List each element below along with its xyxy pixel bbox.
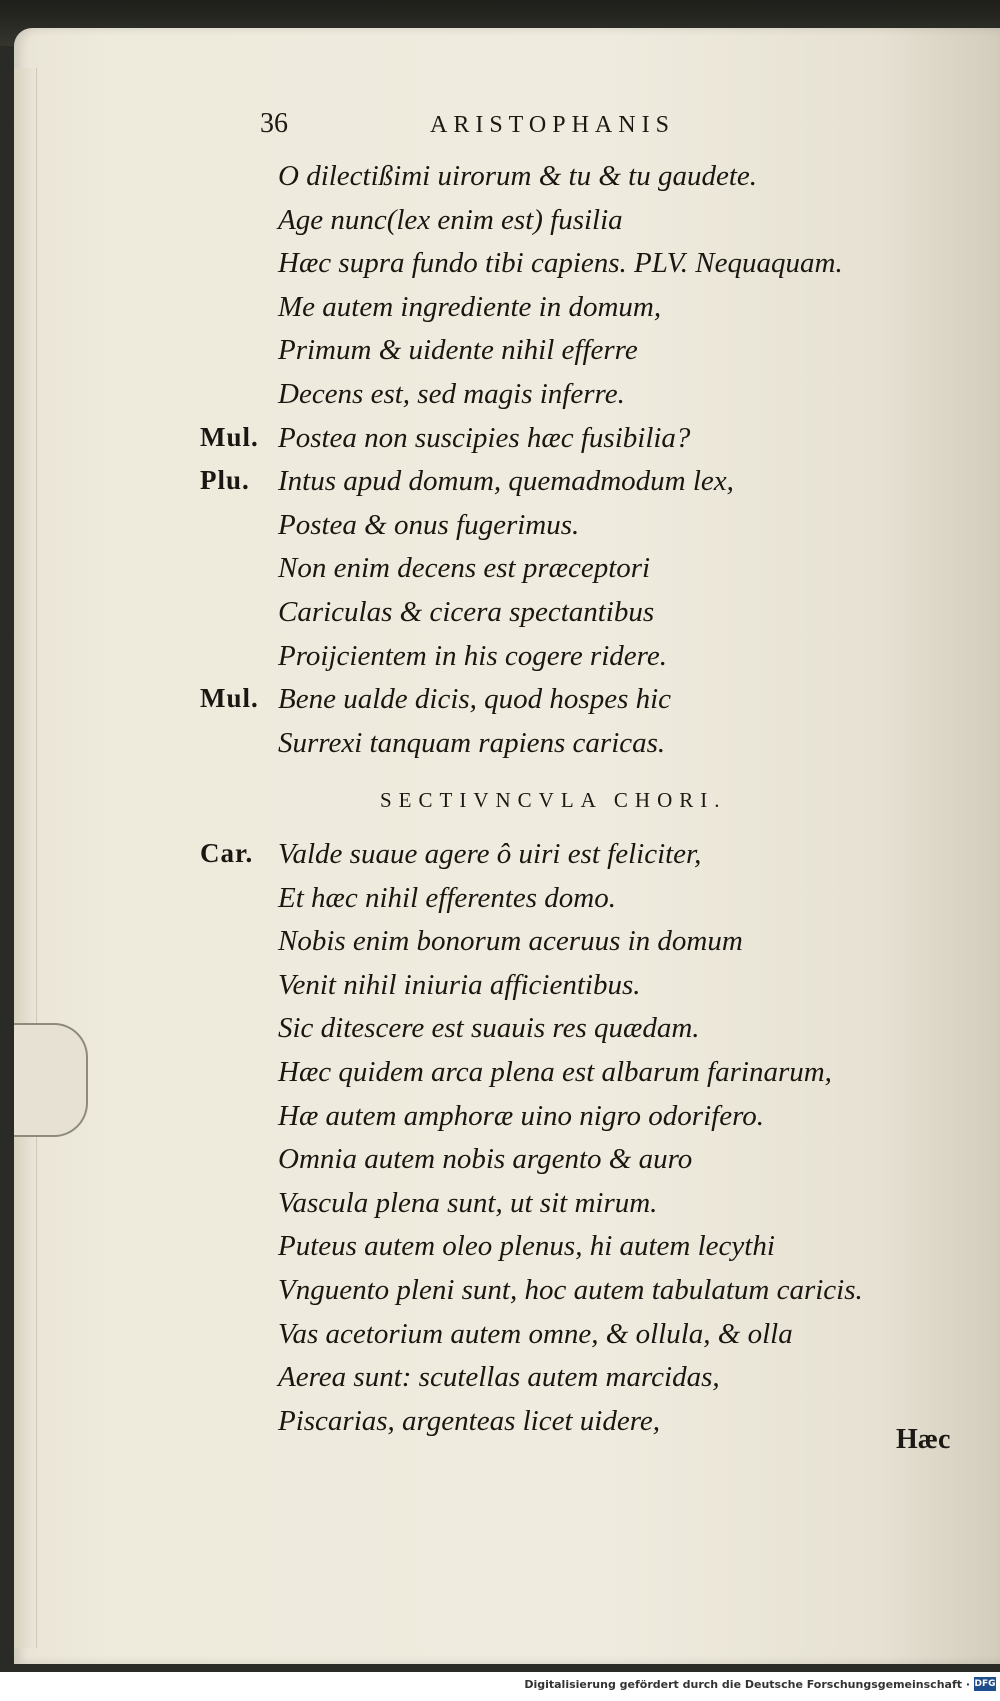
verse-text: Bene ualde dicis, quod hospes hic: [278, 683, 672, 716]
verse-text: Surrexi tanquam rapiens caricas.: [278, 726, 666, 759]
verse-line: [200, 204, 900, 248]
verse-text: Decens est, sed magis inferre.: [278, 377, 625, 410]
page-gutter-edge: [14, 68, 37, 1648]
verse-text: Nobis enim bonorum aceruus in domum: [278, 925, 743, 958]
verse-line: [200, 1143, 930, 1187]
page-header: [260, 108, 740, 148]
verse-block-1: [200, 160, 900, 770]
speaker-label: Mul.: [200, 683, 259, 714]
verse-text: Proijcientem in his cogere ridere.: [278, 639, 667, 672]
verse-text: Primum & uidente nihil efferre: [278, 334, 638, 367]
verse-line: [200, 1056, 930, 1100]
verse-text: Omnia autem nobis argento & auro: [278, 1143, 693, 1176]
verse-block-2: [200, 838, 930, 1448]
funding-credit: Digitalisierung gefördert durch die Deutsche Forschungsgemeinschaft ·: [524, 1678, 970, 1691]
verse-line: [200, 727, 900, 771]
verse-text: Hæ autem amphoræ uino nigro odorifero.: [278, 1099, 765, 1132]
verse-text: Valde suaue agere ô uiri est feliciter,: [278, 838, 702, 870]
verse-line: [200, 1274, 930, 1318]
verse-line: [200, 552, 900, 596]
verse-text: Piscarias, argenteas licet uidere,: [278, 1404, 661, 1437]
dfg-logo-icon: DFG: [974, 1679, 996, 1689]
section-heading: SECTIVNCVLA CHORI.: [380, 788, 727, 812]
verse-line: [200, 1230, 930, 1274]
verse-text: Sic ditescere est suauis res quædam.: [278, 1012, 700, 1045]
verse-text: Cariculas & cicera spectantibus: [278, 595, 655, 628]
verse-line: [200, 683, 900, 727]
verse-text: Puteus autem oleo plenus, hi autem lecythi: [278, 1230, 775, 1263]
page-clip-tab: [14, 1023, 88, 1137]
verse-line: [200, 1361, 930, 1405]
verse-line: [200, 465, 900, 509]
verse-text: Et hæc nihil efferentes domo.: [278, 881, 617, 914]
verse-line: [200, 969, 930, 1013]
verse-line: [200, 378, 900, 422]
verse-text: Vnguento pleni sunt, hoc autem tabulatum caricis.: [278, 1273, 863, 1306]
verse-text: Aerea sunt: scutellas autem marcidas,: [278, 1361, 720, 1394]
verse-line: [200, 160, 900, 204]
verse-line: [200, 509, 900, 553]
verse-text: Age nunc(lex enim est) fusilia: [278, 203, 623, 236]
verse-line: [200, 1187, 930, 1231]
verse-line: [200, 422, 900, 466]
verse-text: Vas acetorium autem omne, & ollula, & olla: [278, 1317, 793, 1350]
verse-line: [200, 596, 900, 640]
verse-text: Postea & onus fugerimus.: [278, 508, 580, 541]
catchword: Hæc: [896, 1424, 951, 1455]
verse-text: Postea non suscipies hæc fusibilia?: [278, 421, 691, 454]
verse-line: [200, 838, 930, 882]
verse-text: Non enim decens est præceptori: [278, 552, 651, 585]
verse-text: Intus apud domum, quemadmodum lex,: [278, 465, 734, 498]
verse-line: [200, 1405, 930, 1449]
verse-line: [200, 1012, 930, 1056]
verse-line: [200, 882, 930, 926]
verse-line: [200, 247, 900, 291]
verse-text: Vascula plena sunt, ut sit mirum.: [278, 1186, 658, 1219]
verse-line: [200, 1100, 930, 1144]
verse-line: [200, 1318, 930, 1362]
digitization-footer: [0, 1672, 1000, 1701]
verse-text: Hæc supra fundo tibi capiens. PLV. Nequaquam.: [278, 247, 843, 280]
verse-line: [200, 925, 930, 969]
verse-text: Me autem ingrediente in domum,: [278, 290, 662, 323]
verse-text: O dilectißimi uirorum & tu & tu gaudete.: [278, 160, 757, 192]
verse-line: [200, 640, 900, 684]
speaker-label: Car.: [200, 838, 254, 868]
verse-line: [200, 291, 900, 335]
verse-text: Venit nihil iniuria afficientibus.: [278, 968, 641, 1001]
speaker-label: Mul.: [200, 421, 259, 452]
running-title: ARISTOPHANIS: [430, 112, 675, 138]
verse-text: Hæc quidem arca plena est albarum farinarum,: [278, 1055, 832, 1088]
page-number: 36: [260, 108, 288, 139]
verse-line: [200, 334, 900, 378]
speaker-label: Plu.: [200, 465, 250, 496]
